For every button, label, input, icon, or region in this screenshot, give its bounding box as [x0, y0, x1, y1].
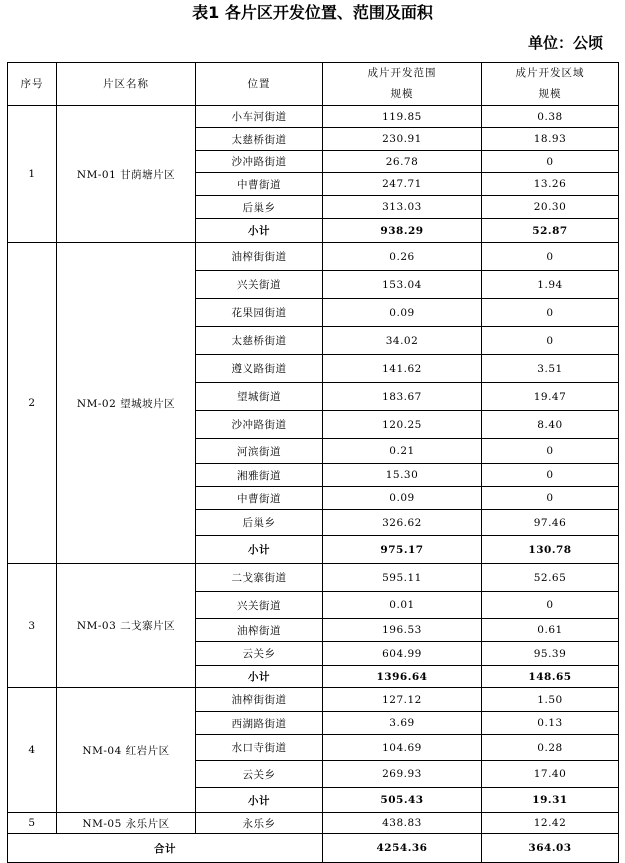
header-range-line2: 规模 — [390, 88, 414, 100]
area-cell: 0 — [482, 299, 619, 327]
area-cell: 0 — [482, 243, 619, 271]
area-cell: 12.42 — [482, 813, 619, 834]
area-cell: 0.61 — [482, 619, 619, 642]
zone-name: NM-05 永乐片区 — [57, 813, 196, 834]
zone-number: 5 — [8, 813, 57, 834]
subtotal-area: 130.78 — [482, 536, 619, 564]
subtotal-range: 938.29 — [323, 219, 482, 243]
location-cell: 油榨街道 — [196, 619, 323, 642]
zone-name: NM-02 望城坡片区 — [57, 243, 196, 564]
range-cell: 141.62 — [323, 355, 482, 383]
range-cell: 0.09 — [323, 487, 482, 510]
header-no: 序号 — [8, 63, 57, 106]
area-cell: 19.47 — [482, 383, 619, 411]
area-cell: 0.38 — [482, 106, 619, 128]
range-cell: 0.26 — [323, 243, 482, 271]
range-cell: 26.78 — [323, 151, 482, 173]
total-row — [8, 834, 619, 863]
unit-label: 单位：公顷 — [527, 34, 603, 52]
total-area: 364.03 — [482, 834, 619, 863]
range-cell: 269.93 — [323, 761, 482, 788]
area-cell: 0.28 — [482, 735, 619, 761]
area-cell: 0 — [482, 592, 619, 619]
location-cell: 油榨街街道 — [196, 688, 323, 712]
range-cell: 3.69 — [323, 712, 482, 735]
range-cell: 196.53 — [323, 619, 482, 642]
table-title: 表1 各片区开发位置、范围及面积 — [192, 3, 433, 22]
area-cell: 1.94 — [482, 271, 619, 299]
location-cell: 水口寺街道 — [196, 735, 323, 761]
location-cell: 兴关街道 — [196, 271, 323, 299]
location-cell: 太慈桥街道 — [196, 128, 323, 151]
table-row — [8, 106, 619, 128]
area-cell: 17.40 — [482, 761, 619, 788]
area-cell: 13.26 — [482, 173, 619, 196]
header-row — [8, 63, 619, 106]
table-row — [8, 688, 619, 712]
range-cell: 15.30 — [323, 464, 482, 487]
subtotal-range: 505.43 — [323, 788, 482, 813]
range-cell: 595.11 — [323, 564, 482, 592]
area-cell: 0 — [482, 464, 619, 487]
range-cell: 34.02 — [323, 327, 482, 355]
zone-name: NM-01 甘荫塘片区 — [57, 106, 196, 243]
range-cell: 183.67 — [323, 383, 482, 411]
area-cell: 52.65 — [482, 564, 619, 592]
total-label: 合计 — [8, 834, 323, 863]
location-cell: 遵义路街道 — [196, 355, 323, 383]
area-cell: 0 — [482, 439, 619, 464]
location-cell: 沙冲路街道 — [196, 151, 323, 173]
location-cell: 河滨街道 — [196, 439, 323, 464]
location-cell: 小车河街道 — [196, 106, 323, 128]
location-cell: 后巢乡 — [196, 510, 323, 536]
range-cell: 104.69 — [323, 735, 482, 761]
location-cell: 中曹街道 — [196, 173, 323, 196]
zone-number: 4 — [8, 688, 57, 813]
table-row — [8, 243, 619, 271]
location-cell: 湘雅街道 — [196, 464, 323, 487]
area-cell: 0.13 — [482, 712, 619, 735]
range-cell: 604.99 — [323, 642, 482, 666]
location-cell: 沙冲路街道 — [196, 411, 323, 439]
zone-name: NM-03 二戈寨片区 — [57, 564, 196, 688]
area-cell: 20.30 — [482, 196, 619, 219]
range-cell: 120.25 — [323, 411, 482, 439]
area-cell: 8.40 — [482, 411, 619, 439]
zone-name: NM-04 红岩片区 — [57, 688, 196, 813]
header-range-line1: 成片开发范围 — [367, 67, 437, 79]
location-cell: 花果园街道 — [196, 299, 323, 327]
range-cell: 0.21 — [323, 439, 482, 464]
location-cell: 中曹街道 — [196, 487, 323, 510]
zone-number: 3 — [8, 564, 57, 688]
area-cell: 3.51 — [482, 355, 619, 383]
location-cell: 太慈桥街道 — [196, 327, 323, 355]
location-cell: 兴关街道 — [196, 592, 323, 619]
range-cell: 230.91 — [323, 128, 482, 151]
range-cell: 438.83 — [323, 813, 482, 834]
subtotal-range: 975.17 — [323, 536, 482, 564]
area-cell: 95.39 — [482, 642, 619, 666]
subtotal-label: 小计 — [196, 219, 323, 243]
area-cell: 0 — [482, 327, 619, 355]
zone-number: 2 — [8, 243, 57, 564]
location-cell: 后巢乡 — [196, 196, 323, 219]
header-range — [323, 63, 482, 106]
subtotal-area: 19.31 — [482, 788, 619, 813]
range-cell: 313.03 — [323, 196, 482, 219]
header-location: 位置 — [196, 63, 323, 106]
total-range: 4254.36 — [323, 834, 482, 863]
subtotal-area: 52.87 — [482, 219, 619, 243]
location-cell: 望城街道 — [196, 383, 323, 411]
location-cell: 永乐乡 — [196, 813, 323, 834]
location-cell: 云关乡 — [196, 761, 323, 788]
location-cell: 西湖路街道 — [196, 712, 323, 735]
subtotal-area: 148.65 — [482, 666, 619, 688]
header-zone: 片区名称 — [57, 63, 196, 106]
header-area-line2: 规模 — [538, 88, 562, 100]
location-cell: 油榨街街道 — [196, 243, 323, 271]
location-cell: 二戈寨街道 — [196, 564, 323, 592]
zone-table — [7, 62, 619, 863]
area-cell: 1.50 — [482, 688, 619, 712]
location-cell: 云关乡 — [196, 642, 323, 666]
table-row — [8, 813, 619, 834]
range-cell: 247.71 — [323, 173, 482, 196]
header-area — [482, 63, 619, 106]
subtotal-label: 小计 — [196, 536, 323, 564]
range-cell: 153.04 — [323, 271, 482, 299]
subtotal-label: 小计 — [196, 788, 323, 813]
area-cell: 0 — [482, 487, 619, 510]
area-cell: 18.93 — [482, 128, 619, 151]
subtotal-label: 小计 — [196, 666, 323, 688]
area-cell: 97.46 — [482, 510, 619, 536]
range-cell: 326.62 — [323, 510, 482, 536]
area-cell: 0 — [482, 151, 619, 173]
header-area-line1: 成片开发区域 — [515, 67, 585, 79]
subtotal-range: 1396.64 — [323, 666, 482, 688]
range-cell: 0.01 — [323, 592, 482, 619]
range-cell: 119.85 — [323, 106, 482, 128]
table-row — [8, 564, 619, 592]
zone-number: 1 — [8, 106, 57, 243]
range-cell: 127.12 — [323, 688, 482, 712]
table-body — [8, 106, 619, 863]
range-cell: 0.09 — [323, 299, 482, 327]
